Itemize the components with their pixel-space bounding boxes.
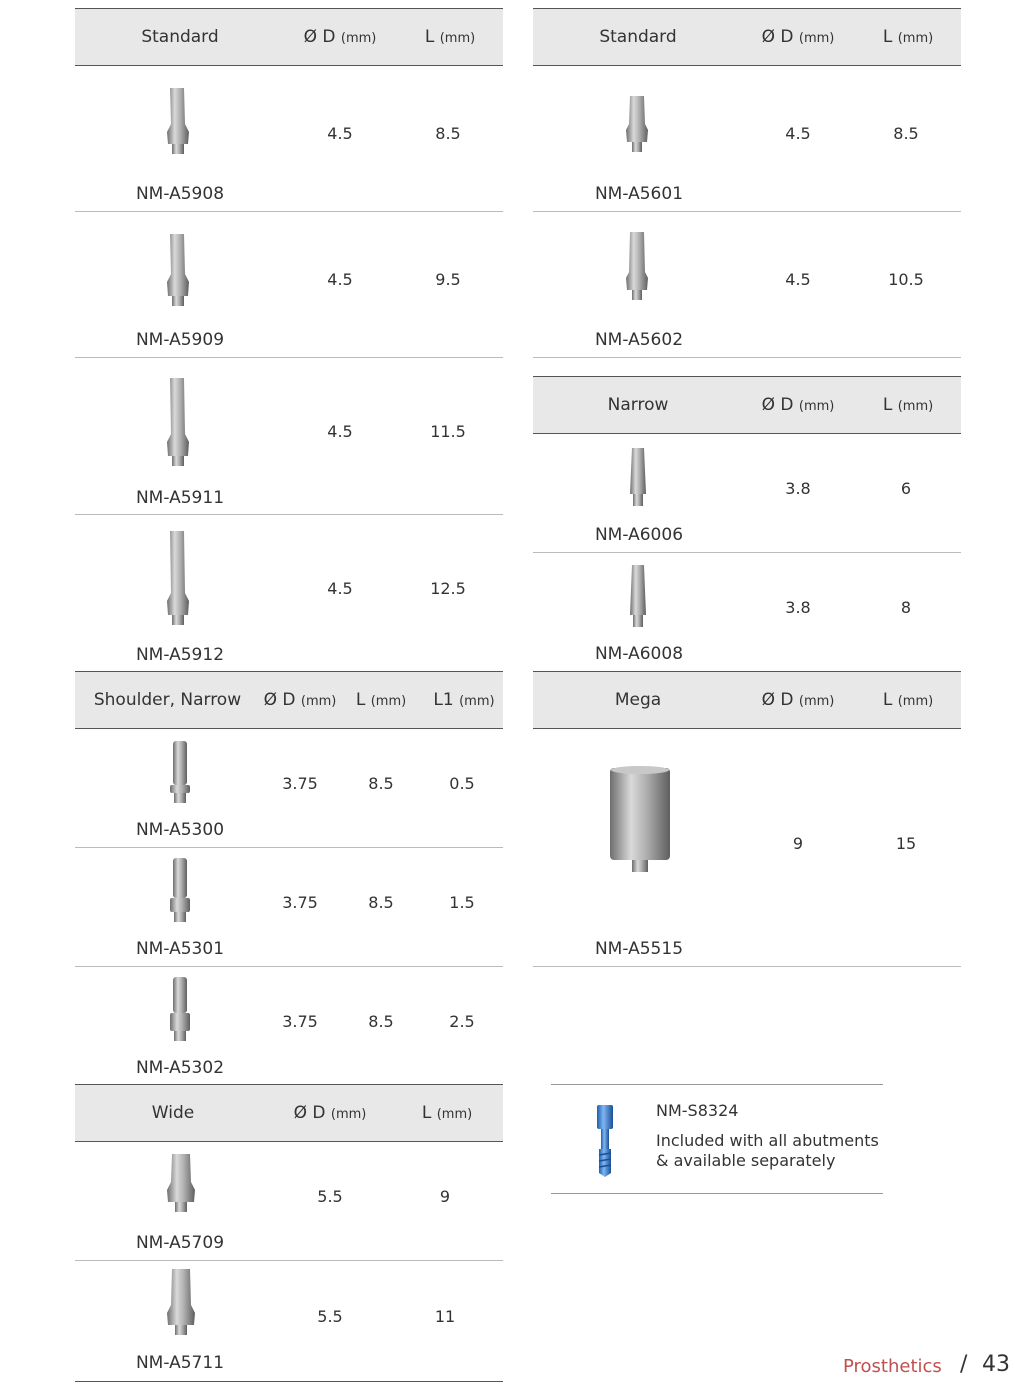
section-label: Prosthetics [843, 1356, 942, 1377]
product-code: NM-A5515 [594, 939, 684, 959]
diameter-value: 4.5 [327, 422, 353, 441]
header-length: L (mm) [421, 1103, 473, 1123]
page-footer [843, 1352, 1013, 1382]
screw-note-line-1: Included with all abutments [656, 1131, 879, 1150]
length-value: 15 [895, 834, 917, 853]
diameter-value: 3.75 [282, 893, 318, 912]
diameter-value: 3.8 [785, 479, 811, 498]
table-header [75, 8, 503, 66]
diameter-value: 4.5 [327, 270, 353, 289]
length-value: 8.5 [893, 124, 919, 143]
product-code: NM-A5301 [135, 939, 225, 959]
diameter-value: 3.8 [785, 598, 811, 617]
table-row [75, 967, 503, 1086]
table-header [75, 1084, 503, 1142]
length-1-value: 1.5 [449, 893, 475, 912]
diameter-value: 5.5 [317, 1307, 343, 1326]
product-code: NM-A5909 [135, 330, 225, 350]
table-header [533, 376, 961, 434]
length-value: 8.5 [368, 893, 394, 912]
diameter-value: 9 [792, 834, 804, 853]
header-title: Wide [151, 1103, 195, 1123]
diameter-value: 4.5 [785, 270, 811, 289]
product-code: NM-A6006 [594, 525, 684, 545]
header-title: Mega [614, 690, 662, 710]
screw-note-line-2: & available separately [656, 1151, 836, 1170]
screw-info-box [551, 1084, 883, 1194]
header-diameter: Ø D (mm) [263, 690, 337, 710]
table-row [75, 848, 503, 967]
standard-left-table [75, 8, 503, 672]
length-1-value: 0.5 [449, 774, 475, 793]
abutment-image [624, 230, 650, 306]
diameter-value: 3.75 [282, 1012, 318, 1031]
shoulder-narrow-table [75, 671, 503, 1086]
narrow-table [533, 376, 961, 672]
product-code: NM-A5602 [594, 330, 684, 350]
table-header [533, 8, 961, 66]
header-length: L (mm) [424, 27, 476, 47]
length-value: 8.5 [435, 124, 461, 143]
table-row [75, 1261, 503, 1382]
length-value: 11 [434, 1307, 456, 1326]
product-code: NM-A5709 [135, 1233, 225, 1253]
header-length: L (mm) [882, 27, 934, 47]
product-code: NM-A5912 [135, 645, 225, 665]
diameter-value: 3.75 [282, 774, 318, 793]
product-code: NM-A5300 [135, 820, 225, 840]
mega-table [533, 671, 961, 967]
header-diameter: Ø D (mm) [761, 395, 835, 415]
standard-right-table [533, 8, 961, 358]
length-value: 6 [900, 479, 912, 498]
table-row [75, 358, 503, 515]
diameter-value: 5.5 [317, 1187, 343, 1206]
header-diameter: Ø D (mm) [303, 27, 377, 47]
abutment-image [167, 739, 193, 807]
table-row [75, 1142, 503, 1261]
abutment-image [165, 1152, 197, 1216]
header-diameter: Ø D (mm) [761, 27, 835, 47]
table-header [75, 671, 503, 729]
page-separator: / [960, 1352, 968, 1377]
abutment-image [163, 376, 193, 470]
wide-table [75, 1084, 503, 1382]
table-row [75, 212, 503, 358]
diameter-value: 4.5 [785, 124, 811, 143]
abutment-image [608, 764, 672, 876]
product-code: NM-A6008 [594, 644, 684, 664]
header-length: L (mm) [882, 690, 934, 710]
header-title: Standard [599, 27, 677, 47]
header-diameter: Ø D (mm) [761, 690, 835, 710]
diameter-value: 4.5 [327, 579, 353, 598]
length-value: 8.5 [368, 1012, 394, 1031]
header-title: Standard [141, 27, 219, 47]
product-code: NM-A5302 [135, 1058, 225, 1078]
length-value: 8 [900, 598, 912, 617]
header-title: Shoulder, Narrow [93, 690, 242, 710]
abutment-image [163, 86, 193, 158]
header-length: L (mm) [882, 395, 934, 415]
abutment-image [163, 529, 193, 629]
product-code: NM-A5601 [594, 184, 684, 204]
length-value: 9 [439, 1187, 451, 1206]
length-value: 12.5 [430, 579, 466, 598]
table-row [75, 515, 503, 672]
length-value: 9.5 [435, 270, 461, 289]
table-row [533, 212, 961, 358]
header-title: Narrow [607, 395, 669, 415]
product-code: NM-A5711 [135, 1353, 225, 1373]
product-code: NM-A5911 [135, 488, 225, 508]
length-1-value: 2.5 [449, 1012, 475, 1031]
abutment-image [167, 975, 193, 1045]
table-row [75, 729, 503, 848]
table-header [533, 671, 961, 729]
screw-image [595, 1103, 615, 1179]
table-row [533, 553, 961, 672]
page-number: 43 [982, 1352, 1010, 1377]
table-row [533, 66, 961, 212]
table-row [75, 66, 503, 212]
abutment-image [627, 446, 649, 512]
abutment-image [167, 856, 193, 926]
length-value: 11.5 [430, 422, 466, 441]
length-value: 8.5 [368, 774, 394, 793]
header-diameter: Ø D (mm) [293, 1103, 367, 1123]
header-length-1: L1 (mm) [433, 690, 495, 710]
screw-code: NM-S8324 [656, 1101, 739, 1120]
abutment-image [163, 232, 193, 310]
abutment-image [627, 563, 649, 633]
abutment-image [624, 94, 650, 158]
length-value: 10.5 [888, 270, 924, 289]
header-length: L (mm) [355, 690, 407, 710]
abutment-image [165, 1267, 197, 1339]
table-row [533, 729, 961, 967]
diameter-value: 4.5 [327, 124, 353, 143]
table-row [533, 434, 961, 553]
product-code: NM-A5908 [135, 184, 225, 204]
